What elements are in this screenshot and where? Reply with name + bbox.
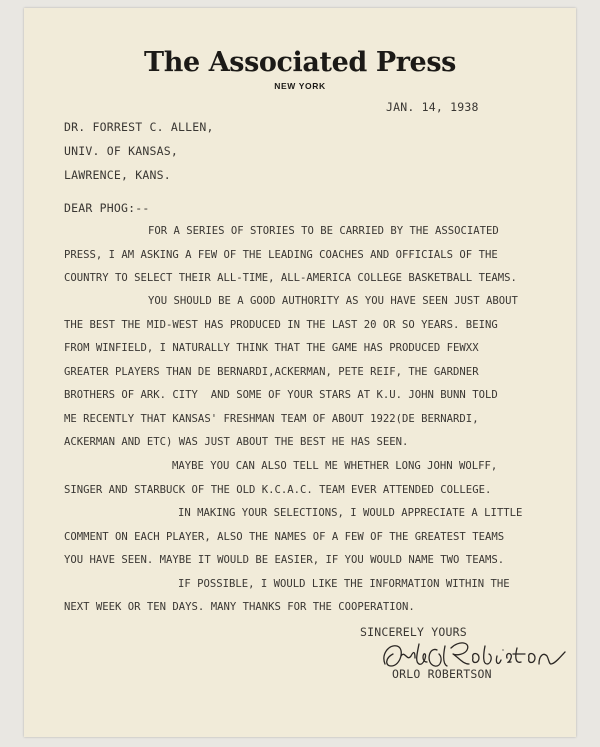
body-line: MAYBE YOU CAN ALSO TELL ME WHETHER LONG JOHN WOLFF, xyxy=(172,460,498,472)
body-line: COMMENT ON EACH PLAYER, ALSO THE NAMES OF A FEW OF THE GREATEST TEAMS xyxy=(64,531,505,543)
recipient-name: DR. FORREST C. ALLEN, xyxy=(64,120,214,134)
body-line: THE BEST THE MID-WEST HAS PRODUCED IN THE LAST 20 OR SO YEARS. BEING xyxy=(64,319,498,331)
body-line: GREATER PLAYERS THAN DE BERNARDI,ACKERMAN, PETE REIF, THE GARDNER xyxy=(64,366,479,378)
body-line: COUNTRY TO SELECT THEIR ALL-TIME, ALL-AMERICA COLLEGE BASKETBALL TEAMS. xyxy=(64,272,517,284)
body-line: BROTHERS OF ARK. CITY AND SOME OF YOUR STARS AT K.U. JOHN BUNN TOLD xyxy=(64,389,498,401)
closing: SINCERELY YOURS xyxy=(360,625,467,639)
body-line: SINGER AND STARBUCK OF THE OLD K.C.A.C. TEAM EVER ATTENDED COLLEGE. xyxy=(64,484,492,496)
body-line: IN MAKING YOUR SELECTIONS, I WOULD APPRECIATE A LITTLE xyxy=(178,507,523,519)
recipient-institution: UNIV. OF KANSAS, xyxy=(64,144,178,158)
signer-name: ORLO ROBERTSON xyxy=(392,667,492,681)
body-line: ACKERMAN AND ETC) WAS JUST ABOUT THE BEST HE HAS SEEN. xyxy=(64,436,409,448)
letterhead-city: NEW YORK xyxy=(274,81,326,91)
body-line: FROM WINFIELD, I NATURALLY THINK THAT THE GAME HAS PRODUCED FEWXX xyxy=(64,342,479,354)
body-line: PRESS, I AM ASKING A FEW OF THE LEADING COACHES AND OFFICIALS OF THE xyxy=(64,249,498,261)
body-line: YOU HAVE SEEN. MAYBE IT WOULD BE EASIER, IF YOU WOULD NAME TWO TEAMS. xyxy=(64,554,505,566)
salutation: DEAR PHOG:-- xyxy=(64,201,150,215)
letter-date: JAN. 14, 1938 xyxy=(386,100,479,114)
body-line: NEXT WEEK OR TEN DAYS. MANY THANKS FOR THE COOPERATION. xyxy=(64,601,415,613)
letterhead-title: The Associated Press xyxy=(144,47,456,78)
body-line: IF POSSIBLE, I WOULD LIKE THE INFORMATION WITHIN THE xyxy=(178,578,510,590)
body-line: ME RECENTLY THAT KANSAS' FRESHMAN TEAM OF ABOUT 1922(DE BERNARDI, xyxy=(64,413,479,425)
letter-page xyxy=(24,8,576,737)
recipient-city: LAWRENCE, KANS. xyxy=(64,168,171,182)
body-line: YOU SHOULD BE A GOOD AUTHORITY AS YOU HAVE SEEN JUST ABOUT xyxy=(148,295,518,307)
body-line: FOR A SERIES OF STORIES TO BE CARRIED BY THE ASSOCIATED xyxy=(148,225,499,237)
